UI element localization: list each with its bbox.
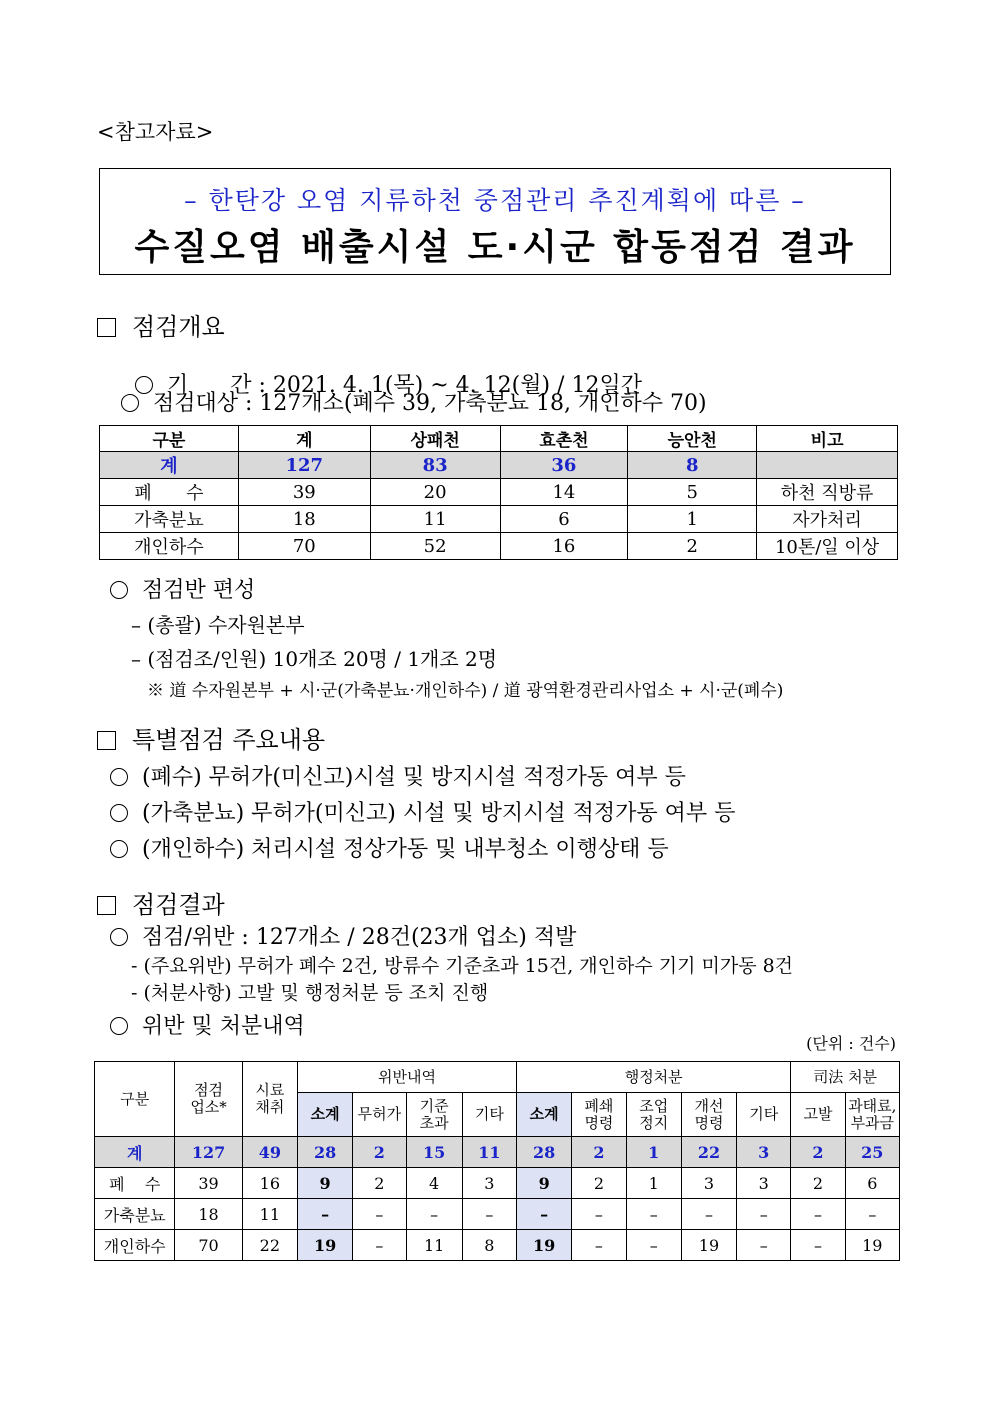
table-cell: – [462,1199,516,1230]
table-header: 기타 [737,1093,791,1137]
table-header: 구분 [100,426,239,452]
table-header: 무허가 [353,1093,406,1137]
table-header: 폐쇄 명령 [572,1093,626,1137]
table-cell: 8 [462,1230,516,1261]
table-cell: 18 [175,1199,242,1230]
circle-bullet-icon [110,768,128,786]
table-row [95,1230,900,1261]
table-header: 비고 [757,426,898,452]
table-cell: 14 [500,479,628,506]
circle-bullet-icon [110,928,128,946]
table-cell: 11 [406,1230,462,1261]
table-cell: – [517,1199,572,1230]
table-cell: 19 [297,1230,352,1261]
table-cell: 2 [628,533,757,560]
table-header: 능안천 [628,426,757,452]
table-cell: 36 [500,452,628,479]
table-cell: 28 [297,1137,352,1168]
target-text: 점검대상 : 127개소(폐수 39, 가축분뇨 18, 개인하수 70) [153,391,707,416]
table-cell: 1 [628,506,757,533]
table-cell: 2 [572,1168,626,1199]
table-cell: 2 [791,1168,845,1199]
table-cell: 22 [681,1137,736,1168]
special-item-text: (개인하수) 처리시설 정상가동 및 내부청소 이행상태 등 [142,837,669,862]
table-cell: 11 [370,506,500,533]
table-header: 기준 초과 [406,1093,462,1137]
table-cell: 22 [242,1230,297,1261]
table-cell: – [791,1230,845,1261]
overview-heading: 점검개요 [132,313,225,341]
table-header: 시료 채취 [242,1062,297,1137]
table-header: 상패천 [370,426,500,452]
table-cell: 25 [845,1137,899,1168]
table-header: 위반내역 [297,1062,516,1093]
table-cell: 16 [242,1168,297,1199]
table-cell: 폐 수 [95,1168,175,1199]
section-special [97,720,325,755]
title-main: 수질오염 배출시설 도·시군 합동점검 결과 [134,227,856,268]
table-row [100,479,898,506]
period-text: 기 간 : 2021. 4. 1(목) ~ 4. 12(월) / 12일간 [167,373,642,398]
team-line-2: – (점검조/인원) 10개조 20명 / 1개조 2명 [131,647,498,671]
team-line-1: – (총괄) 수자원본부 [131,613,305,637]
circle-bullet-icon [110,1017,128,1035]
violations-section [110,1009,305,1040]
table-cell: 1 [626,1137,681,1168]
table-cell: 개인하수 [100,533,239,560]
overview-target [121,386,707,417]
table-cell: – [845,1199,899,1230]
table-cell: 11 [462,1137,516,1168]
table-cell: 18 [238,506,370,533]
circle-bullet-icon [110,840,128,858]
table-cell: 하천 직방류 [757,479,898,506]
table-cell: – [737,1230,791,1261]
table-cell: 3 [737,1168,791,1199]
violations-table [94,1061,900,1261]
special-item-text: (폐수) 무허가(미신고)시설 및 방지시설 적정가동 여부 등 [142,765,686,790]
table-cell: 10톤/일 이상 [757,533,898,560]
table-cell: 6 [845,1168,899,1199]
table-cell: 3 [681,1168,736,1199]
special-item-text: (가축분뇨) 무허가(미신고) 시설 및 방지시설 적정가동 여부 등 [142,801,736,826]
table-header: 과태료, 부과금 [845,1093,899,1137]
table-cell: 6 [500,506,628,533]
violations-heading: 위반 및 처분내역 [142,1014,305,1039]
table-cell: – [791,1199,845,1230]
table-cell: – [626,1230,681,1261]
table-cell: 15 [406,1137,462,1168]
table-cell: 11 [242,1199,297,1230]
table-row [95,1199,900,1230]
table-header-row [100,426,898,452]
section-results [97,885,225,920]
table-row [100,506,898,533]
unit-label: (단위 : 건수) [806,1034,896,1053]
table-cell: 3 [737,1137,791,1168]
table-header: 소계 [517,1093,572,1137]
square-bullet-icon [97,731,116,750]
table-cell: 계 [100,452,239,479]
table-cell: 2 [791,1137,845,1168]
table-cell: – [737,1199,791,1230]
table-cell: 개인하수 [95,1230,175,1261]
title-box [99,168,891,275]
circle-bullet-icon [110,804,128,822]
table-cell: 39 [175,1168,242,1199]
results-summary-text: 점검/위반 : 127개소 / 28건(23개 업소) 적발 [142,925,577,950]
table-cell: 자가처리 [757,506,898,533]
table-header: 구분 [95,1062,175,1137]
table-cell [757,452,898,479]
table-header: 계 [238,426,370,452]
team-section [110,573,255,604]
table-header: 기타 [462,1093,516,1137]
table-cell: 127 [238,452,370,479]
special-item [110,832,669,863]
team-heading: 점검반 편성 [142,578,256,603]
table-row [95,1168,900,1199]
table-cell: – [353,1199,406,1230]
table-cell: 4 [406,1168,462,1199]
table-cell: – [406,1199,462,1230]
table-cell: – [297,1199,352,1230]
table-total-row [100,452,898,479]
table-cell: 9 [517,1168,572,1199]
table-header: 司法 처분 [791,1062,900,1093]
table-cell: 2 [572,1137,626,1168]
table-cell: 83 [370,452,500,479]
table-cell: – [572,1230,626,1261]
table-cell: 52 [370,533,500,560]
square-bullet-icon [97,896,116,915]
table-header: 소계 [297,1093,352,1137]
special-heading: 특별점검 주요내용 [132,726,326,754]
table-cell: 가축분뇨 [100,506,239,533]
table-cell: 9 [297,1168,352,1199]
team-note: ※ 道 수자원본부 + 시·군(가축분뇨·개인하수) / 道 광역환경관리사업소 + 시·군(폐수) [147,681,784,701]
results-summary [110,920,576,951]
table-cell: 2 [353,1137,406,1168]
target-table [99,425,898,560]
title-subtitle: – 한탄강 오염 지류하천 중점관리 추진계획에 따른 – [184,186,806,215]
circle-bullet-icon [121,394,139,412]
table-cell: 1 [626,1168,681,1199]
table-cell: – [626,1199,681,1230]
table-cell: – [681,1199,736,1230]
table-cell: 19 [681,1230,736,1261]
table-header: 조업 정지 [626,1093,681,1137]
table-cell: – [572,1199,626,1230]
table-header: 고발 [791,1093,845,1137]
table-header: 점검 업소* [175,1062,242,1137]
table-header: 효촌천 [500,426,628,452]
table-cell: 3 [462,1168,516,1199]
table-total-row [95,1137,900,1168]
table-cell: 70 [238,533,370,560]
table-cell: 39 [238,479,370,506]
table-header-row [95,1062,900,1093]
table-cell: 127 [175,1137,242,1168]
table-header: 개선 명령 [681,1093,736,1137]
circle-bullet-icon [110,581,128,599]
table-cell: 19 [845,1230,899,1261]
table-row [100,533,898,560]
table-cell: 70 [175,1230,242,1261]
special-item [110,796,735,827]
table-cell: – [353,1230,406,1261]
table-cell: 5 [628,479,757,506]
table-cell: 49 [242,1137,297,1168]
reference-label: <참고자료> [97,120,214,144]
table-cell: 16 [500,533,628,560]
table-header: 행정처분 [517,1062,791,1093]
table-cell: 계 [95,1137,175,1168]
results-detail-1: - (주요위반) 무허가 폐수 2건, 방류수 기준초과 15건, 개인하수 기기 미가동 8건 [131,955,794,977]
table-cell: 19 [517,1230,572,1261]
results-detail-2: - (처분사항) 고발 및 행정처분 등 조치 진행 [131,982,489,1004]
square-bullet-icon [97,318,116,337]
section-overview [97,307,225,342]
results-heading: 점검결과 [132,891,225,919]
table-cell: 폐 수 [100,479,239,506]
table-cell: 20 [370,479,500,506]
table-cell: 8 [628,452,757,479]
table-cell: 가축분뇨 [95,1199,175,1230]
special-item [110,760,686,791]
table-cell: 2 [353,1168,406,1199]
table-cell: 28 [517,1137,572,1168]
